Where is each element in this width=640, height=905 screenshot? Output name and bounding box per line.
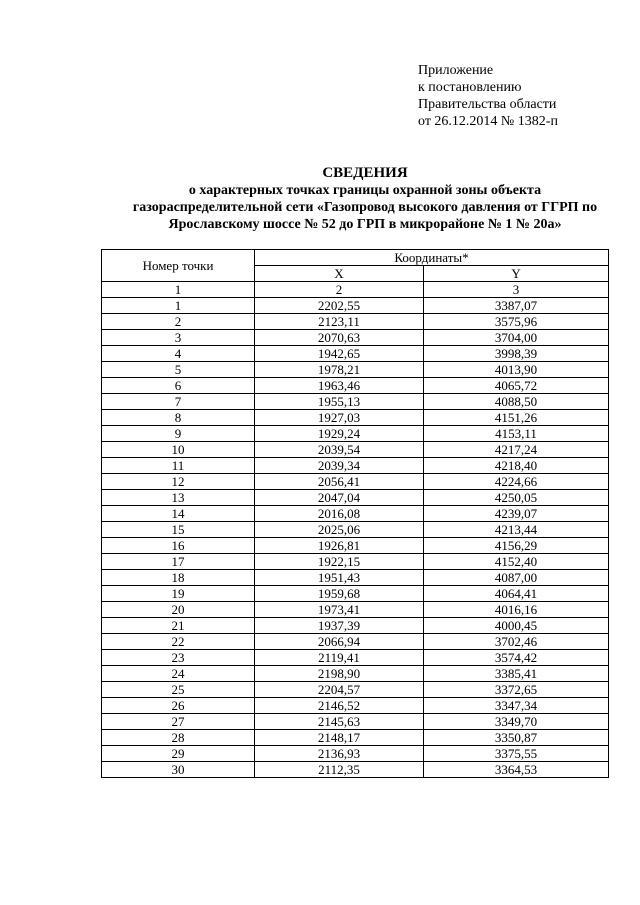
table-row (102, 314, 609, 330)
y-coordinate-cell: 4224,66 (424, 474, 609, 490)
table-header-row (102, 250, 609, 266)
appendix-line: Приложение (418, 63, 494, 78)
y-coordinate-cell: 4013,90 (424, 362, 609, 378)
table-row (102, 490, 609, 506)
table-row (102, 666, 609, 682)
point-number-cell: 2 (102, 314, 255, 330)
x-coordinate-cell: 1937,39 (255, 618, 424, 634)
y-coordinate-cell: 4016,16 (424, 602, 609, 618)
appendix-line: к постановлению (418, 80, 522, 95)
subtitle-line: Ярославскому шоссе № 52 до ГРП в микрорайоне № 1 № 20а» (168, 217, 562, 232)
y-coordinate-cell: 3364,53 (424, 762, 609, 778)
table-row (102, 586, 609, 602)
point-number-cell: 26 (102, 698, 255, 714)
point-number-cell: 1 (102, 298, 255, 314)
table-row (102, 298, 609, 314)
appendix-line: Правительства области (418, 97, 557, 112)
x-coordinate-cell: 1927,03 (255, 410, 424, 426)
x-coordinate-cell: 1926,81 (255, 538, 424, 554)
point-number-cell: 13 (102, 490, 255, 506)
x-coordinate-cell: 2202,55 (255, 298, 424, 314)
x-coordinate-cell: 2148,17 (255, 730, 424, 746)
point-number-cell: 29 (102, 746, 255, 762)
table-row (102, 538, 609, 554)
y-coordinate-cell: 3385,41 (424, 666, 609, 682)
table-row (102, 570, 609, 586)
point-number-cell: 17 (102, 554, 255, 570)
point-number-cell: 16 (102, 538, 255, 554)
y-coordinate-cell: 4250,05 (424, 490, 609, 506)
coordinates-table (101, 249, 609, 778)
y-coordinate-cell: 4156,29 (424, 538, 609, 554)
header-y: Y (424, 266, 609, 282)
y-coordinate-cell: 3347,34 (424, 698, 609, 714)
y-coordinate-cell: 3375,55 (424, 746, 609, 762)
x-coordinate-cell: 2039,54 (255, 442, 424, 458)
point-number-cell: 11 (102, 458, 255, 474)
point-number-cell: 5 (102, 362, 255, 378)
point-number-cell: 3 (102, 330, 255, 346)
table-row (102, 714, 609, 730)
x-coordinate-cell: 2204,57 (255, 682, 424, 698)
y-coordinate-cell: 3387,07 (424, 298, 609, 314)
table-row (102, 426, 609, 442)
y-coordinate-cell: 3372,65 (424, 682, 609, 698)
point-number-cell: 23 (102, 650, 255, 666)
x-coordinate-cell: 2119,41 (255, 650, 424, 666)
x-coordinate-cell: 2123,11 (255, 314, 424, 330)
point-number-cell: 8 (102, 410, 255, 426)
table-row (102, 330, 609, 346)
y-coordinate-cell: 3574,42 (424, 650, 609, 666)
table-row (102, 394, 609, 410)
x-coordinate-cell: 2056,41 (255, 474, 424, 490)
header-point-number: Номер точки (102, 250, 255, 282)
table-row (102, 522, 609, 538)
column-number: 1 (102, 282, 255, 298)
x-coordinate-cell: 2066,94 (255, 634, 424, 650)
point-number-cell: 9 (102, 426, 255, 442)
y-coordinate-cell: 3350,87 (424, 730, 609, 746)
table-row (102, 362, 609, 378)
table-row (102, 410, 609, 426)
y-coordinate-cell: 4000,45 (424, 618, 609, 634)
point-number-cell: 18 (102, 570, 255, 586)
point-number-cell: 22 (102, 634, 255, 650)
y-coordinate-cell: 4065,72 (424, 378, 609, 394)
point-number-cell: 4 (102, 346, 255, 362)
x-coordinate-cell: 1973,41 (255, 602, 424, 618)
point-number-cell: 6 (102, 378, 255, 394)
table-row (102, 682, 609, 698)
table-row (102, 554, 609, 570)
point-number-cell: 7 (102, 394, 255, 410)
y-coordinate-cell: 4088,50 (424, 394, 609, 410)
x-coordinate-cell: 1963,46 (255, 378, 424, 394)
appendix-line: от 26.12.2014 № 1382-п (418, 114, 558, 129)
y-coordinate-cell: 4087,00 (424, 570, 609, 586)
y-coordinate-cell: 3998,39 (424, 346, 609, 362)
table-row (102, 442, 609, 458)
table-row (102, 650, 609, 666)
table-row (102, 762, 609, 778)
y-coordinate-cell: 3704,00 (424, 330, 609, 346)
subtitle-line: о характерных точках границы охранной зоны объекта (188, 183, 542, 198)
point-number-cell: 21 (102, 618, 255, 634)
table-row (102, 746, 609, 762)
document-subtitle (100, 182, 630, 233)
table-body (102, 298, 609, 778)
x-coordinate-cell: 2016,08 (255, 506, 424, 522)
point-number-cell: 24 (102, 666, 255, 682)
point-number-cell: 25 (102, 682, 255, 698)
table-row (102, 474, 609, 490)
x-coordinate-cell: 2039,34 (255, 458, 424, 474)
point-number-cell: 20 (102, 602, 255, 618)
table-row (102, 602, 609, 618)
point-number-cell: 27 (102, 714, 255, 730)
table-row (102, 346, 609, 362)
y-coordinate-cell: 3575,96 (424, 314, 609, 330)
point-number-cell: 12 (102, 474, 255, 490)
x-coordinate-cell: 2198,90 (255, 666, 424, 682)
x-coordinate-cell: 2112,35 (255, 762, 424, 778)
column-number: 2 (255, 282, 424, 298)
table-row (102, 618, 609, 634)
point-number-cell: 14 (102, 506, 255, 522)
point-number-cell: 28 (102, 730, 255, 746)
subtitle-line: газораспределительной сети «Газопровод высокого давления от ГГРП по (132, 200, 598, 215)
table-row (102, 378, 609, 394)
header-x: X (255, 266, 424, 282)
table-row (102, 506, 609, 522)
x-coordinate-cell: 2025,06 (255, 522, 424, 538)
x-coordinate-cell: 1959,68 (255, 586, 424, 602)
y-coordinate-cell: 3349,70 (424, 714, 609, 730)
x-coordinate-cell: 2145,63 (255, 714, 424, 730)
x-coordinate-cell: 1951,43 (255, 570, 424, 586)
document-title: СВЕДЕНИЯ (322, 165, 408, 181)
x-coordinate-cell: 2070,63 (255, 330, 424, 346)
x-coordinate-cell: 2146,52 (255, 698, 424, 714)
y-coordinate-cell: 4064,41 (424, 586, 609, 602)
x-coordinate-cell: 1978,21 (255, 362, 424, 378)
table-row (102, 730, 609, 746)
y-coordinate-cell: 3702,46 (424, 634, 609, 650)
column-number: 3 (424, 282, 609, 298)
table-column-numbers-row (102, 282, 609, 298)
x-coordinate-cell: 1955,13 (255, 394, 424, 410)
y-coordinate-cell: 4152,40 (424, 554, 609, 570)
table-row (102, 458, 609, 474)
point-number-cell: 30 (102, 762, 255, 778)
y-coordinate-cell: 4239,07 (424, 506, 609, 522)
y-coordinate-cell: 4151,26 (424, 410, 609, 426)
y-coordinate-cell: 4218,40 (424, 458, 609, 474)
table-row (102, 698, 609, 714)
x-coordinate-cell: 2136,93 (255, 746, 424, 762)
point-number-cell: 10 (102, 442, 255, 458)
table-row (102, 634, 609, 650)
x-coordinate-cell: 1922,15 (255, 554, 424, 570)
y-coordinate-cell: 4153,11 (424, 426, 609, 442)
header-coordinates: Координаты* (255, 250, 609, 266)
y-coordinate-cell: 4213,44 (424, 522, 609, 538)
y-coordinate-cell: 4217,24 (424, 442, 609, 458)
x-coordinate-cell: 1929,24 (255, 426, 424, 442)
point-number-cell: 19 (102, 586, 255, 602)
appendix-block (418, 62, 558, 130)
x-coordinate-cell: 1942,65 (255, 346, 424, 362)
point-number-cell: 15 (102, 522, 255, 538)
x-coordinate-cell: 2047,04 (255, 490, 424, 506)
